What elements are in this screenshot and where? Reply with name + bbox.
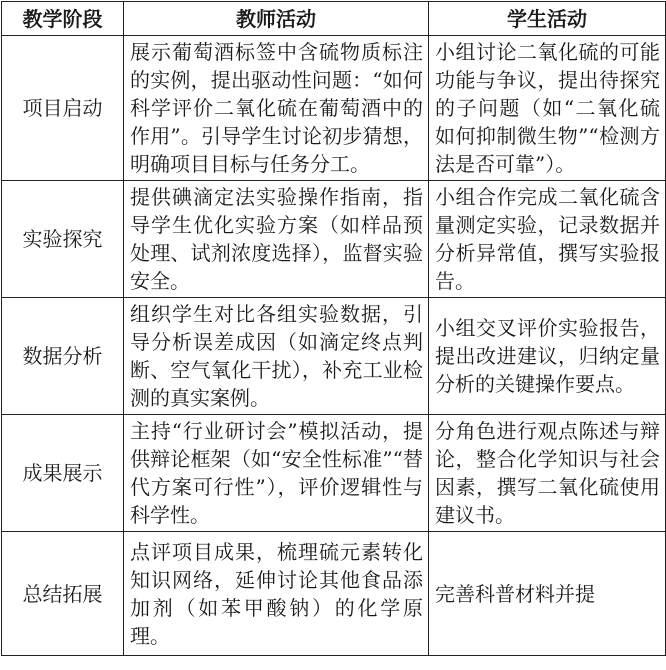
header-row <box>2 2 666 36</box>
student-activity-cell: 小组交叉评价实验报告，提出改进建议，归纳定量分析的关键操作要点。 <box>429 298 666 415</box>
header-student-activity: 学生活动 <box>429 2 666 36</box>
student-activity-cell: 完善科普材料并提 <box>429 532 666 656</box>
student-activity-cell: 小组讨论二氧化硫的可能功能与争议，提出待探究的子问题（如“二氧化硫如何抑制微生物”“检测方法是否可靠”）。 <box>429 36 666 181</box>
table-row <box>2 298 666 415</box>
table-row <box>2 532 666 656</box>
stage-cell: 项目启动 <box>2 36 124 181</box>
table-row <box>2 181 666 298</box>
teacher-activity-cell: 组织学生对比各组实验数据，引导分析误差成因（如滴定终点判断、空气氧化干扰），补充工业检测的真实案例。 <box>124 298 429 415</box>
stage-cell: 成果展示 <box>2 415 124 532</box>
table-row <box>2 415 666 532</box>
student-activity-cell: 分角色进行观点陈述与辩论，整合化学知识与社会因素，撰写二氧化硫使用建议书。 <box>429 415 666 532</box>
teacher-activity-cell: 点评项目成果，梳理硫元素转化知识网络，延伸讨论其他食品添加剂（如苯甲酸钠）的化学原理。 <box>124 532 429 656</box>
stage-cell: 实验探究 <box>2 181 124 298</box>
teacher-activity-cell: 展示葡萄酒标签中含硫物质标注的实例，提出驱动性问题：“如何科学评价二氧化硫在葡萄酒中的作用”。引导学生讨论初步猜想，明确项目目标与任务分工。 <box>124 36 429 181</box>
header-stage: 教学阶段 <box>2 2 124 36</box>
table-row <box>2 36 666 181</box>
stage-cell: 数据分析 <box>2 298 124 415</box>
student-activity-cell: 小组合作完成二氧化硫含量测定实验，记录数据并分析异常值，撰写实验报告。 <box>429 181 666 298</box>
header-teacher-activity: 教师活动 <box>124 2 429 36</box>
teacher-activity-cell: 主持“行业研讨会”模拟活动，提供辩论框架（如“安全性标准”“替代方案可行性”），评价逻辑性与科学性。 <box>124 415 429 532</box>
teaching-activity-table <box>1 1 666 656</box>
teacher-activity-cell: 提供碘滴定法实验操作指南，指导学生优化实验方案（如样品预处理、试剂浓度选择），监督实验安全。 <box>124 181 429 298</box>
stage-cell: 总结拓展 <box>2 532 124 656</box>
